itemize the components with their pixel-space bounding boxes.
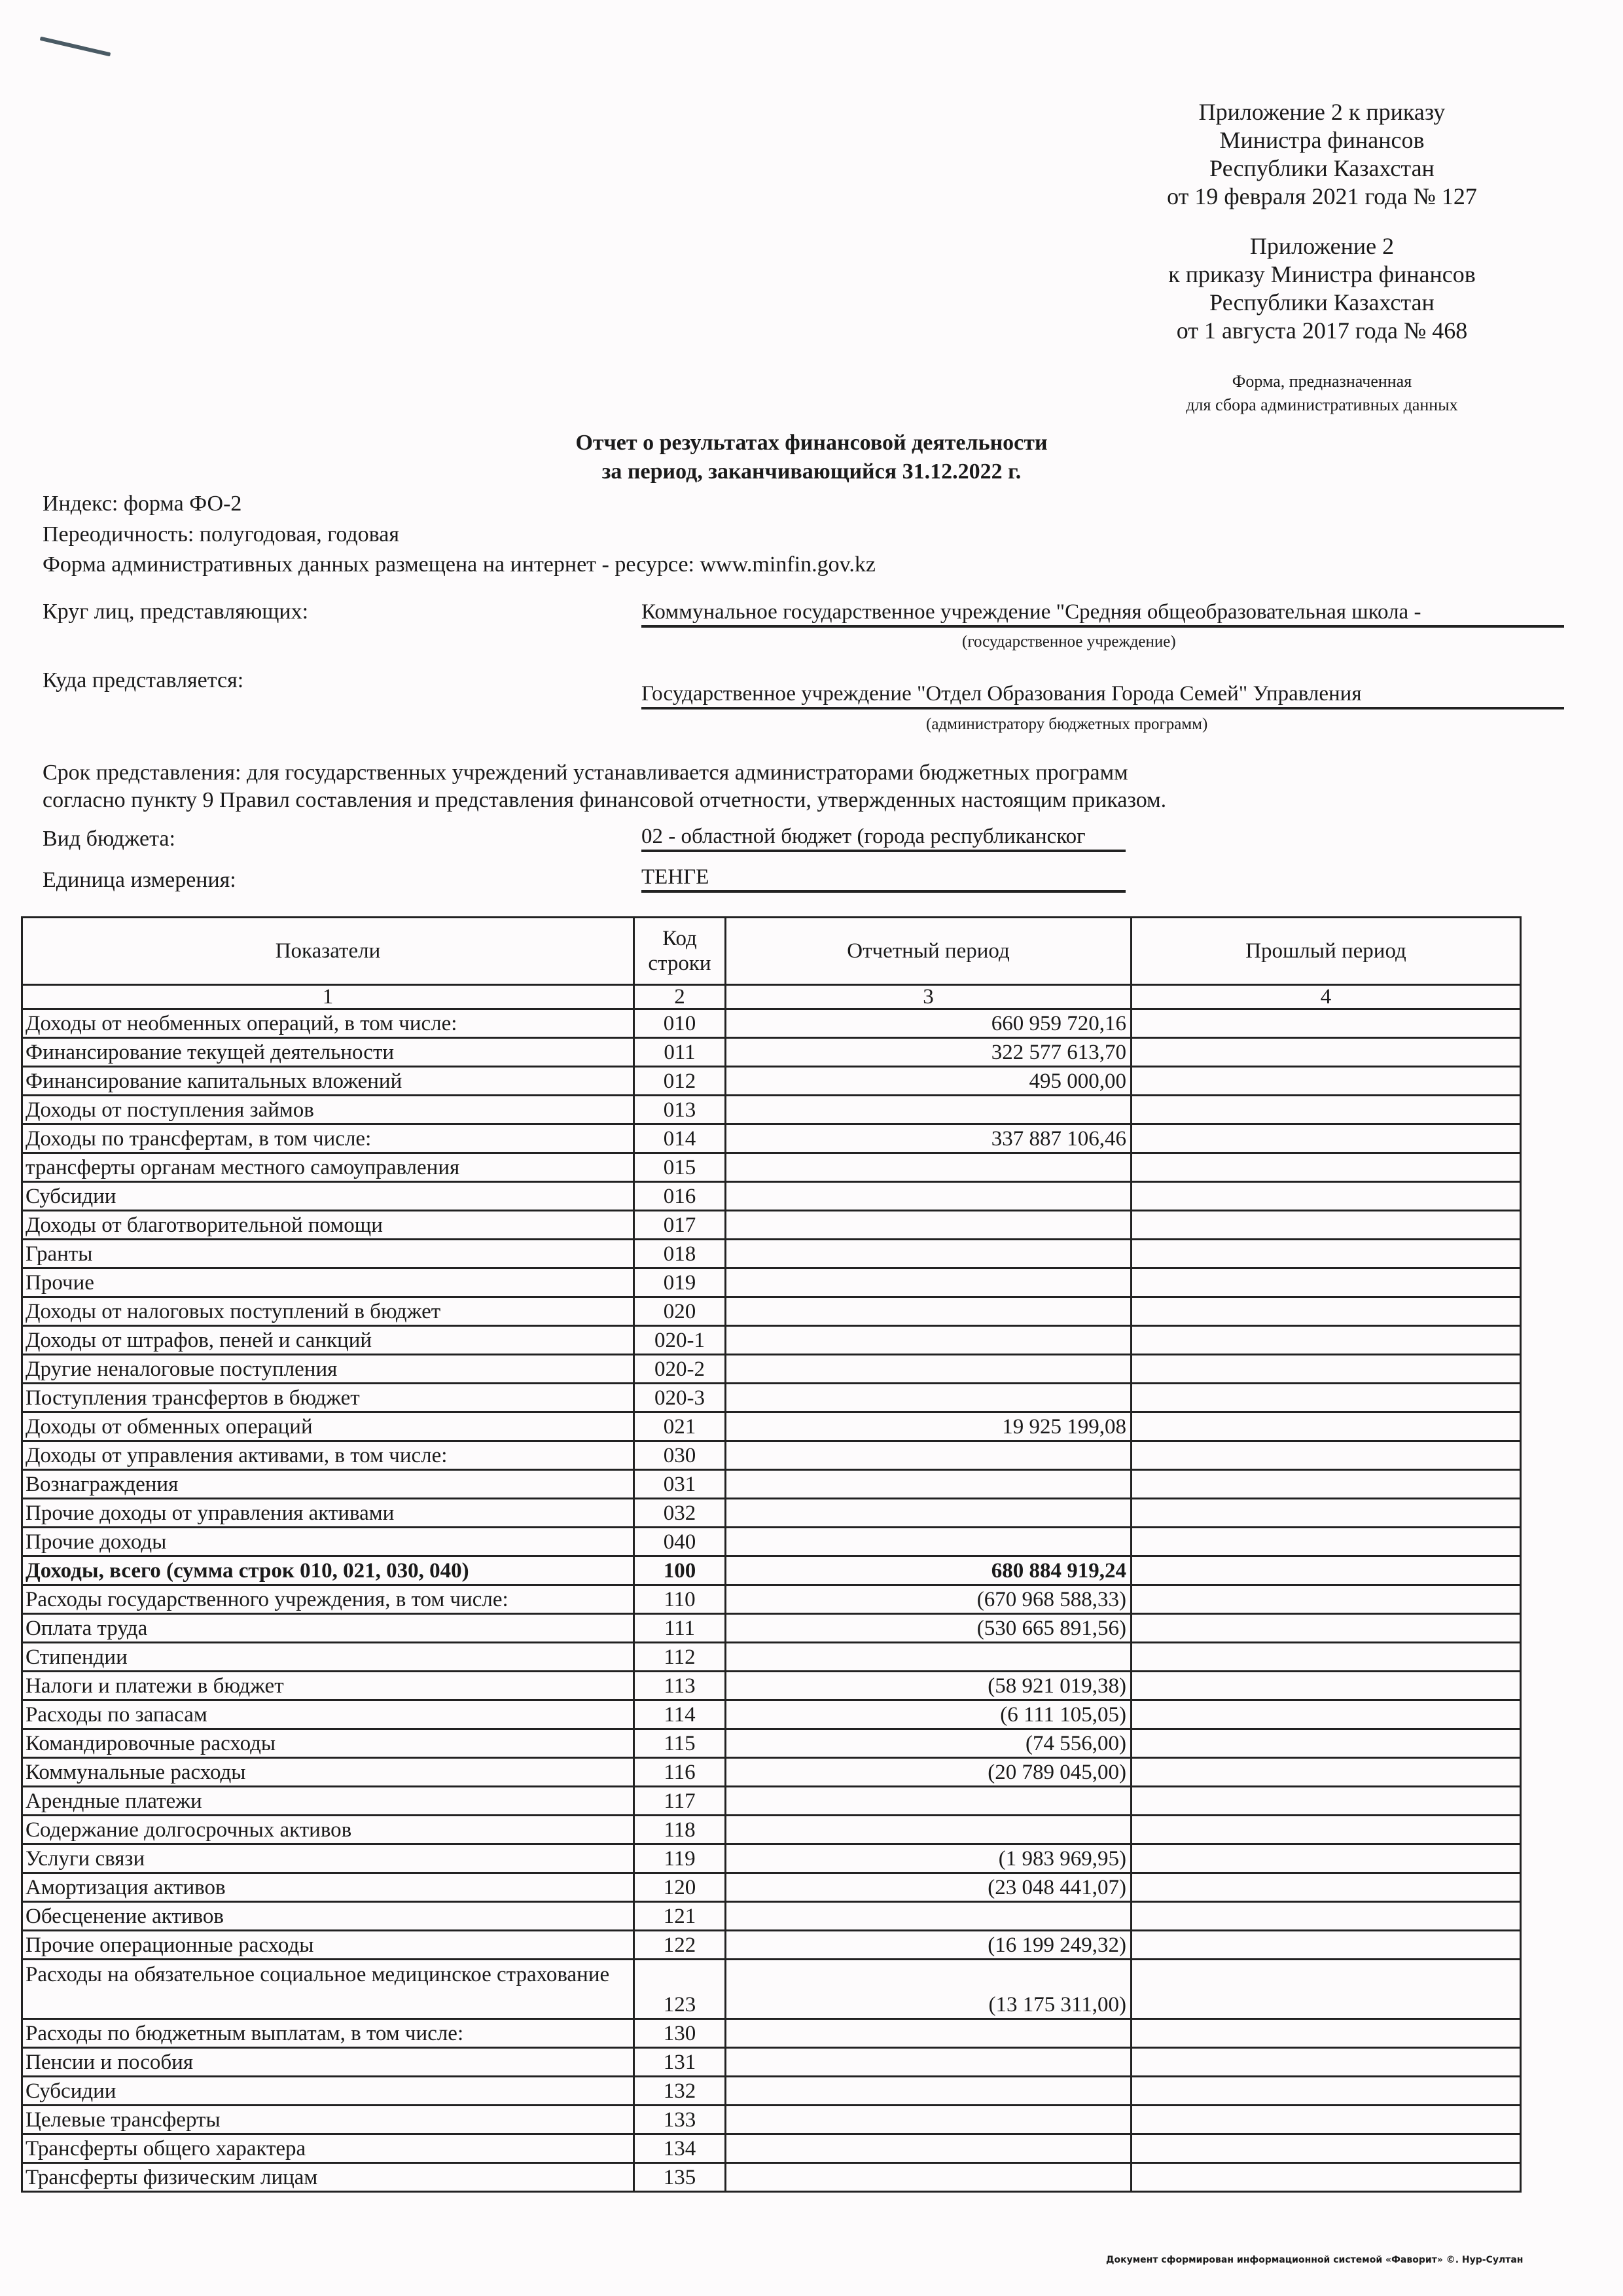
table-row	[22, 1470, 1521, 1499]
table-row	[22, 1816, 1521, 1844]
table-row	[22, 1153, 1521, 1182]
current-period-value	[726, 2134, 1132, 2163]
form-purpose-line: для сбора административных данных	[1186, 395, 1458, 414]
table-row	[22, 1297, 1521, 1326]
current-period-value: (23 048 441,07)	[726, 1873, 1132, 1902]
row-code: 130	[634, 2019, 726, 2048]
row-label: Другие неналоговые поступления	[22, 1355, 634, 1384]
row-code: 122	[634, 1931, 726, 1960]
row-code: 134	[634, 2134, 726, 2163]
row-code: 019	[634, 1268, 726, 1297]
current-period-value	[726, 1211, 1132, 1240]
row-code: 012	[634, 1067, 726, 1096]
table-row	[22, 1384, 1521, 1412]
current-period-value	[726, 1096, 1132, 1124]
row-code: 111	[634, 1614, 726, 1643]
previous-period-value	[1132, 1240, 1521, 1268]
table-row	[22, 1960, 1521, 2019]
current-period-value	[726, 1441, 1132, 1470]
previous-period-value	[1132, 1153, 1521, 1182]
previous-period-value	[1132, 1182, 1521, 1211]
previous-period-value	[1132, 1211, 1521, 1240]
current-period-value	[726, 1268, 1132, 1297]
table-row	[22, 1729, 1521, 1758]
recipient-caption: (администратору бюджетных программ)	[926, 715, 1208, 733]
row-code: 131	[634, 2048, 726, 2077]
row-label: Поступления трансфертов в бюджет	[22, 1384, 634, 1412]
current-period-value	[726, 1816, 1132, 1844]
row-code: 018	[634, 1240, 726, 1268]
previous-period-value	[1132, 1873, 1521, 1902]
table-row	[22, 1355, 1521, 1384]
table-row	[22, 1902, 1521, 1931]
row-code: 017	[634, 1211, 726, 1240]
report-title-line1: Отчет о результатах финансовой деятельности	[575, 431, 1048, 455]
row-label: Доходы от налоговых поступлений в бюджет	[22, 1297, 634, 1326]
budget-type-label: Вид бюджета:	[43, 827, 175, 851]
table-row	[22, 2163, 1521, 2192]
submitter-caption: (государственное учреждение)	[962, 633, 1176, 651]
current-period-value	[726, 1182, 1132, 1211]
previous-period-value	[1132, 1067, 1521, 1096]
previous-period-value	[1132, 1643, 1521, 1672]
form-purpose-note	[1126, 370, 1518, 417]
current-period-value	[726, 2077, 1132, 2106]
previous-period-value	[1132, 2106, 1521, 2134]
row-label: Доходы от штрафов, пеней и санкций	[22, 1326, 634, 1355]
current-period-value	[726, 1297, 1132, 1326]
row-label: Амортизация активов	[22, 1873, 634, 1902]
row-code: 010	[634, 1009, 726, 1038]
previous-period-value	[1132, 1499, 1521, 1528]
current-period-value	[726, 1787, 1132, 1816]
previous-period-value	[1132, 1816, 1521, 1844]
current-period-value	[726, 1499, 1132, 1528]
table-row	[22, 2106, 1521, 2134]
table-row	[22, 1096, 1521, 1124]
current-period-value	[726, 2106, 1132, 2134]
current-period-value: (530 665 891,56)	[726, 1614, 1132, 1643]
previous-period-value	[1132, 2163, 1521, 2192]
report-title	[406, 429, 1217, 486]
current-period-value	[726, 1470, 1132, 1499]
current-period-value	[726, 1326, 1132, 1355]
table-row	[22, 1873, 1521, 1902]
previous-period-value	[1132, 2048, 1521, 2077]
table-row	[22, 1585, 1521, 1614]
previous-period-value	[1132, 1297, 1521, 1326]
current-period-value	[726, 1643, 1132, 1672]
recipient-value: Государственное учреждение "Отдел Образования Города Семей" Управления	[641, 681, 1564, 709]
submitter-label: Круг лиц, представляющих:	[43, 600, 309, 624]
row-label: Коммунальные расходы	[22, 1758, 634, 1787]
previous-period-value	[1132, 1470, 1521, 1499]
current-period-value: 495 000,00	[726, 1067, 1132, 1096]
row-label: Гранты	[22, 1240, 634, 1268]
current-period-value: (74 556,00)	[726, 1729, 1132, 1758]
row-code: 014	[634, 1124, 726, 1153]
row-code: 115	[634, 1729, 726, 1758]
table-row	[22, 1528, 1521, 1556]
row-code: 116	[634, 1758, 726, 1787]
row-label: Оплата труда	[22, 1614, 634, 1643]
current-period-value: (16 199 249,32)	[726, 1931, 1132, 1960]
table-row	[22, 1758, 1521, 1787]
current-period-value	[726, 2048, 1132, 2077]
column-number: 4	[1132, 985, 1521, 1009]
row-code: 110	[634, 1585, 726, 1614]
row-label: Целевые трансферты	[22, 2106, 634, 2134]
table-row	[22, 2048, 1521, 2077]
previous-period-value	[1132, 1096, 1521, 1124]
row-label: Доходы от благотворительной помощи	[22, 1211, 634, 1240]
row-code: 132	[634, 2077, 726, 2106]
current-period-value: (20 789 045,00)	[726, 1758, 1132, 1787]
row-code: 040	[634, 1528, 726, 1556]
header-row-code: Код строки	[634, 918, 726, 985]
row-code: 021	[634, 1412, 726, 1441]
row-label: Расходы по запасам	[22, 1700, 634, 1729]
row-label: Обесценение активов	[22, 1902, 634, 1931]
approval-block-2017	[1126, 232, 1518, 345]
approval-block-2021	[1126, 98, 1518, 211]
current-period-value: (1 983 969,95)	[726, 1844, 1132, 1873]
table-row	[22, 2077, 1521, 2106]
approval-line: Министра финансов	[1219, 127, 1425, 153]
approval-line: Республики Казахстан	[1209, 155, 1435, 181]
row-code: 119	[634, 1844, 726, 1873]
form-index: Индекс: форма ФО-2	[43, 492, 242, 516]
approval-line: Республики Казахстан	[1209, 289, 1435, 315]
table-row	[22, 1067, 1521, 1096]
row-code: 114	[634, 1700, 726, 1729]
recipient-label: Куда представляется:	[43, 668, 244, 692]
approval-line: к приказу Министра финансов	[1168, 261, 1476, 287]
current-period-value: 660 959 720,16	[726, 1009, 1132, 1038]
row-label: Субсидии	[22, 2077, 634, 2106]
row-code: 013	[634, 1096, 726, 1124]
row-code: 032	[634, 1499, 726, 1528]
table-row	[22, 1441, 1521, 1470]
current-period-value	[726, 2019, 1132, 2048]
row-label: Расходы на обязательное социальное медицинское страхование	[22, 1960, 634, 2019]
row-code: 117	[634, 1787, 726, 1816]
previous-period-value	[1132, 1441, 1521, 1470]
row-code: 113	[634, 1672, 726, 1700]
financial-results-table	[21, 916, 1520, 2193]
current-period-value: 337 887 106,46	[726, 1124, 1132, 1153]
form-resource: Форма административных данных размещена на интернет - ресурсе: www.minfin.gov.kz	[43, 552, 876, 577]
row-code: 020-3	[634, 1384, 726, 1412]
table-row	[22, 1268, 1521, 1297]
row-code: 020	[634, 1297, 726, 1326]
deadline-line1: Срок представления: для государственных учреждений устанавливается администраторами бюджетных программ	[43, 761, 1128, 785]
current-period-value	[726, 1240, 1132, 1268]
current-period-value: (13 175 311,00)	[726, 1960, 1132, 2019]
current-period-value: 322 577 613,70	[726, 1038, 1132, 1067]
row-code: 015	[634, 1153, 726, 1182]
previous-period-value	[1132, 1412, 1521, 1441]
previous-period-value	[1132, 1729, 1521, 1758]
row-code: 112	[634, 1643, 726, 1672]
table-row	[22, 1556, 1521, 1585]
report-title-line2: за период, заканчивающийся 31.12.2022 г.	[601, 459, 1022, 484]
row-label: Доходы от необменных операций, в том числе:	[22, 1009, 634, 1038]
table-row	[22, 1009, 1521, 1038]
table-row	[22, 1787, 1521, 1816]
row-label: трансферты органам местного самоуправления	[22, 1153, 634, 1182]
row-label: Налоги и платежи в бюджет	[22, 1672, 634, 1700]
row-label: Командировочные расходы	[22, 1729, 634, 1758]
row-label: Доходы от поступления займов	[22, 1096, 634, 1124]
approval-line: от 19 февраля 2021 года № 127	[1167, 183, 1477, 209]
previous-period-value	[1132, 1931, 1521, 1960]
table-row	[22, 2134, 1521, 2163]
current-period-value	[726, 2163, 1132, 2192]
row-label: Расходы государственного учреждения, в том числе:	[22, 1585, 634, 1614]
previous-period-value	[1132, 1960, 1521, 2019]
row-code: 020-2	[634, 1355, 726, 1384]
previous-period-value	[1132, 2019, 1521, 2048]
row-code: 121	[634, 1902, 726, 1931]
previous-period-value	[1132, 1009, 1521, 1038]
row-label: Содержание долгосрочных активов	[22, 1816, 634, 1844]
table-row	[22, 1211, 1521, 1240]
row-label: Стипендии	[22, 1643, 634, 1672]
previous-period-value	[1132, 1614, 1521, 1643]
table-row	[22, 2019, 1521, 2048]
previous-period-value	[1132, 1355, 1521, 1384]
previous-period-value	[1132, 1758, 1521, 1787]
previous-period-value	[1132, 1124, 1521, 1153]
form-periodicity: Переодичность: полугодовая, годовая	[43, 522, 400, 547]
current-period-value	[726, 1902, 1132, 1931]
row-label: Субсидии	[22, 1182, 634, 1211]
table-row	[22, 1326, 1521, 1355]
table-row	[22, 1931, 1521, 1960]
current-period-value: (6 111 105,05)	[726, 1700, 1132, 1729]
row-code: 133	[634, 2106, 726, 2134]
previous-period-value	[1132, 1528, 1521, 1556]
row-label: Пенсии и пособия	[22, 2048, 634, 2077]
scan-artifact-mark	[40, 37, 111, 57]
previous-period-value	[1132, 2077, 1521, 2106]
row-label: Доходы от обменных операций	[22, 1412, 634, 1441]
row-label: Трансферты физическим лицам	[22, 2163, 634, 2192]
previous-period-value	[1132, 1672, 1521, 1700]
previous-period-value	[1132, 1038, 1521, 1067]
row-code: 011	[634, 1038, 726, 1067]
current-period-value: 19 925 199,08	[726, 1412, 1132, 1441]
row-code: 020-1	[634, 1326, 726, 1355]
current-period-value	[726, 1528, 1132, 1556]
row-code: 120	[634, 1873, 726, 1902]
header-indicators: Показатели	[22, 918, 634, 985]
previous-period-value	[1132, 1556, 1521, 1585]
row-code: 031	[634, 1470, 726, 1499]
table-body	[22, 1009, 1521, 2192]
row-code: 123	[634, 1960, 726, 2019]
table-row	[22, 1499, 1521, 1528]
column-number: 3	[726, 985, 1132, 1009]
row-label: Финансирование капитальных вложений	[22, 1067, 634, 1096]
header-current-period: Отчетный период	[726, 918, 1132, 985]
table-row	[22, 1844, 1521, 1873]
unit-value: ТЕНГЕ	[641, 864, 1126, 893]
submitter-value: Коммунальное государственное учреждение "Средняя общеобразовательная школа -	[641, 599, 1564, 628]
row-code: 100	[634, 1556, 726, 1585]
row-code: 030	[634, 1441, 726, 1470]
previous-period-value	[1132, 1585, 1521, 1614]
row-label: Трансферты общего характера	[22, 2134, 634, 2163]
row-label: Прочие	[22, 1268, 634, 1297]
table-row	[22, 1700, 1521, 1729]
deadline-line2: согласно пункту 9 Правил составления и представления финансовой отчетности, утвержденных настоящим приказом.	[43, 788, 1167, 812]
row-label: Доходы от управления активами, в том числе:	[22, 1441, 634, 1470]
current-period-value	[726, 1384, 1132, 1412]
form-purpose-line: Форма, предназначенная	[1232, 372, 1412, 391]
table-row	[22, 1182, 1521, 1211]
row-label: Прочие операционные расходы	[22, 1931, 634, 1960]
table-row	[22, 1124, 1521, 1153]
previous-period-value	[1132, 1902, 1521, 1931]
unit-label: Единица измерения:	[43, 868, 236, 892]
current-period-value	[726, 1355, 1132, 1384]
previous-period-value	[1132, 1384, 1521, 1412]
previous-period-value	[1132, 2134, 1521, 2163]
previous-period-value	[1132, 1787, 1521, 1816]
previous-period-value	[1132, 1326, 1521, 1355]
footer-generated-note: Документ сформирован информационной системой «Фаворит» ©. Нур-Султан	[1106, 2255, 1524, 2265]
current-period-value	[726, 1153, 1132, 1182]
previous-period-value	[1132, 1268, 1521, 1297]
table-row	[22, 1643, 1521, 1672]
table-row	[22, 1614, 1521, 1643]
approval-line: от 1 августа 2017 года № 468	[1176, 317, 1468, 344]
submission-deadline	[43, 759, 1548, 814]
column-number: 2	[634, 985, 726, 1009]
row-label: Услуги связи	[22, 1844, 634, 1873]
approval-line: Приложение 2 к приказу	[1198, 99, 1446, 125]
current-period-value: (670 968 588,33)	[726, 1585, 1132, 1614]
previous-period-value	[1132, 1844, 1521, 1873]
row-label: Вознаграждения	[22, 1470, 634, 1499]
table-row	[22, 1038, 1521, 1067]
row-code: 016	[634, 1182, 726, 1211]
row-label: Финансирование текущей деятельности	[22, 1038, 634, 1067]
column-number: 1	[22, 985, 634, 1009]
table-row	[22, 1240, 1521, 1268]
budget-type-value: 02 - областной бюджет (города республиканског	[641, 823, 1126, 852]
row-label: Прочие доходы от управления активами	[22, 1499, 634, 1528]
approval-line: Приложение 2	[1249, 233, 1395, 259]
row-label: Расходы по бюджетным выплатам, в том числе:	[22, 2019, 634, 2048]
table-row	[22, 1412, 1521, 1441]
row-label: Прочие доходы	[22, 1528, 634, 1556]
header-previous-period: Прошлый период	[1132, 918, 1521, 985]
row-label: Доходы по трансфертам, в том числе:	[22, 1124, 634, 1153]
previous-period-value	[1132, 1700, 1521, 1729]
row-code: 135	[634, 2163, 726, 2192]
row-label: Доходы, всего (сумма строк 010, 021, 030, 040)	[22, 1556, 634, 1585]
current-period-value: 680 884 919,24	[726, 1556, 1132, 1585]
table-row	[22, 1672, 1521, 1700]
row-code: 118	[634, 1816, 726, 1844]
current-period-value: (58 921 019,38)	[726, 1672, 1132, 1700]
row-label: Арендные платежи	[22, 1787, 634, 1816]
